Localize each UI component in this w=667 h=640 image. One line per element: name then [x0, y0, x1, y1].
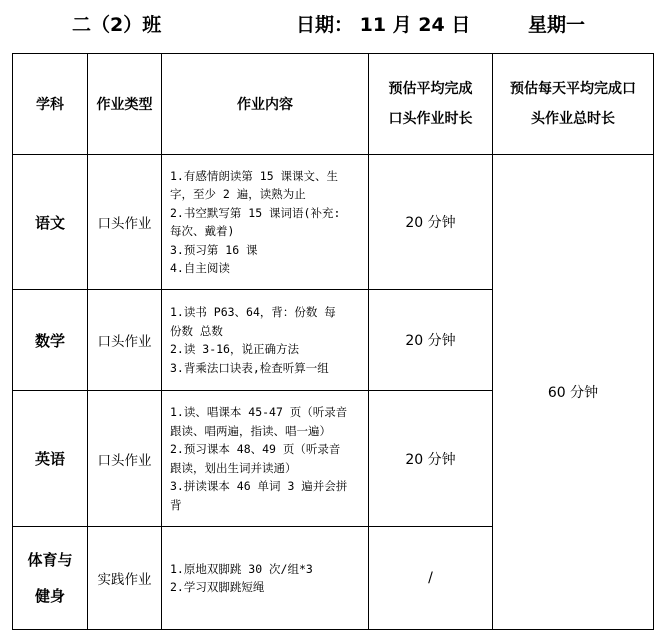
header-duration: [369, 54, 493, 155]
content-line: 跟读，划出生词并读通）: [170, 460, 297, 475]
header-subject: 学科: [13, 54, 88, 155]
weekday-label: 星期一: [528, 14, 586, 36]
content-line: 1.有感情朗读第 15 课课文、生: [170, 168, 339, 183]
header-duration-line1: 预估平均完成: [388, 81, 473, 97]
content-line: 3.拼读课本 46 单词 3 遍并会拼: [170, 479, 348, 493]
content-line: 1.读书 P63、64，背：份数 每: [170, 305, 336, 319]
date-label: 日期： 11 月 24 日: [296, 14, 471, 36]
content-line: 3.预习第 16 课: [170, 242, 258, 257]
header-duration-line2: 口头作业时长: [388, 111, 473, 127]
content-cell: [162, 391, 369, 527]
content-line: 字，至少 2 遍，读熟为止: [170, 187, 306, 201]
duration-cell: 20 分钟: [369, 290, 493, 391]
content-cell: [162, 290, 369, 391]
content-line: 3.背乘法口诀表,检查听算一组: [170, 360, 329, 375]
content-line: 1.原地双脚跳 30 次/组*3: [170, 561, 313, 576]
subject-cell: [13, 527, 88, 630]
content-line: 2.学习双脚跳短绳: [170, 580, 265, 594]
duration-cell: /: [369, 527, 493, 630]
table-header-row: [13, 54, 654, 155]
content-line: 2.预习课本 48、49 页（听录音: [170, 442, 341, 456]
content-cell: [162, 527, 369, 630]
content-line: 2.书空默写第 15 课词语(补充:: [170, 205, 341, 220]
type-cell: 口头作业: [88, 391, 162, 527]
content-cell: [162, 155, 369, 290]
content-line: 2.读 3-16，说正确方法: [170, 342, 299, 356]
header-type: 作业类型: [88, 54, 162, 155]
content-line: 份数 总数: [170, 323, 223, 338]
content-line: 4.自主阅读: [170, 261, 230, 275]
type-cell: 口头作业: [88, 155, 162, 290]
header-total-duration: [493, 54, 654, 155]
type-cell: 实践作业: [88, 527, 162, 630]
subject-line: 体育与: [27, 551, 73, 569]
type-cell: 口头作业: [88, 290, 162, 391]
duration-cell: 20 分钟: [369, 391, 493, 527]
homework-table: [12, 53, 654, 630]
duration-cell: 20 分钟: [369, 155, 493, 290]
table-row: [13, 155, 654, 290]
content-line: 1.读、唱课本 45-47 页（听录音: [170, 405, 348, 419]
total-duration-cell: 60 分钟: [493, 155, 654, 630]
header-content: 作业内容: [162, 54, 369, 155]
subject-line: 健身: [34, 587, 65, 605]
header-total-line1: 预估每天平均完成口: [510, 81, 636, 97]
header-total-line2: 头作业总时长: [531, 111, 615, 127]
content-line: 每次、戴着): [170, 224, 235, 238]
subject-cell: 英语: [13, 391, 88, 527]
subject-cell: 语文: [13, 155, 88, 290]
content-line: 背: [170, 497, 182, 512]
content-line: 跟读、唱两遍，指读、唱一遍）: [170, 423, 331, 438]
subject-cell: 数学: [13, 290, 88, 391]
class-name: 二（2）班: [72, 14, 162, 36]
